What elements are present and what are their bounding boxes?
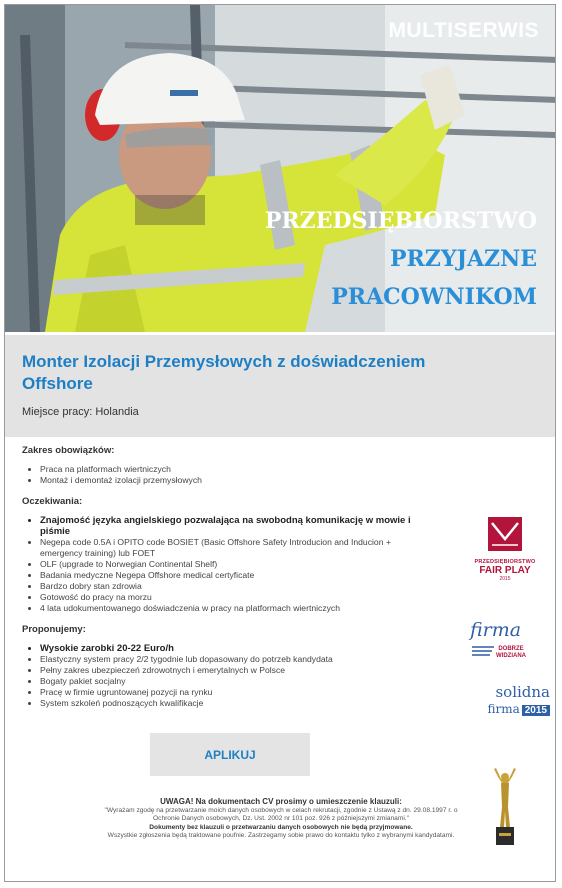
slogan-line-1: PRZEDSIĘBIORSTWO [264, 208, 537, 234]
footer-confidential: Wszystkie zgłoszenia będą traktowane poufnie. Zastrzegamy sobie prawo do kontaktu tylko z wybranymi kandydatami. [107, 832, 455, 839]
list-item: • Gotowość do pracy na morzu [40, 592, 422, 603]
list-item: • Montaż i demontaż izolacji przemysłowych [40, 475, 422, 486]
footer-clause-1: "Wyrażam zgodę na przetwarzanie moich danych osobowych w celach rekrutacji, zgodnie z Ustawą z dn. 29.08.1997 r. o [104, 806, 458, 814]
duties-list [22, 464, 422, 486]
list-item: • Badania medyczne Negepa Offshore medical certyficate [40, 570, 422, 581]
offer-heading: Proponujemy: [22, 624, 86, 635]
requirements-list [22, 515, 422, 614]
firma-wing-icon [472, 645, 494, 659]
worker-photo [5, 5, 556, 332]
firma-sub [496, 646, 526, 660]
slogan-line-3: PRACOWNIKOM [331, 284, 537, 310]
hero-banner [5, 5, 556, 332]
list-item: • Negepa code 0.5A i OPITO code BOSIET (Basic Offshore Safety Introducion and Inducion + emergency training) lub FOET [40, 537, 422, 559]
footer-warning: UWAGA! Na dokumentach CV prosimy o umieszczenie klauzuli: [160, 797, 402, 806]
list-item: • Elastyczny system pracy 2/2 tygodnie lub dopasowany do potrzeb kandydata [40, 654, 422, 665]
footer-notice [13, 798, 549, 841]
solidna-firma-word: firma [487, 702, 520, 716]
job-title: Monter Izolacji Przemysłowych z doświadczeniem Offshore [22, 352, 426, 393]
footer-clause-2: Ochronie Danych osobowych, Dz. Ust. 2002 nr 101 poz. 926 z późniejszymi zmianami." [153, 815, 409, 822]
offer-list [22, 643, 422, 709]
list-item: • System szkoleń podnoszących kwalifikacje [40, 698, 422, 709]
list-item: • 4 lata udokumentowanego doświadczenia w pracy na platformach wiertniczych [40, 603, 422, 614]
footer-no-clause: Dokumenty bez klauzuli o przetwarzaniu danych osobowych nie będą przyjmowane. [149, 823, 413, 831]
fairplay-main: FAIR PLAY [479, 565, 531, 576]
apply-button[interactable]: APLIKUJ [150, 733, 310, 776]
fairplay-year: 2015 [499, 576, 511, 582]
solidna-year: 2015 [522, 705, 550, 716]
duties-heading: Zakres obowiązków: [22, 445, 115, 456]
firma-sub-line-2: WIDZIANA [496, 653, 526, 659]
firma-dobrze-widziana-badge [466, 617, 546, 667]
job-details [22, 445, 422, 719]
firma-sub-line-1: DOBRZE [498, 646, 524, 652]
job-title-band [5, 335, 556, 437]
list-item: • Bardzo dobry stan zdrowia [40, 581, 422, 592]
trophy-icon [490, 767, 520, 847]
list-item: • Praca na platformach wiertniczych [40, 464, 422, 475]
solidna-word: solidna [495, 683, 550, 701]
list-item: • Znajomość języka angielskiego pozwalająca na swobodną komunikację w mowie i piśmie [40, 515, 422, 537]
list-item: • Pracę w firmie ugruntowanej pozycji na rynku [40, 687, 422, 698]
solidna-firma-badge [460, 685, 550, 718]
fairplay-badge [468, 517, 542, 582]
brand-logo: MULTISERWIS [388, 19, 539, 42]
list-item: • Pełny zakres ubezpieczeń zdrowotnych i emerytalnych w Polsce [40, 665, 422, 676]
list-item: • Wysokie zarobki 20-22 Euro/h [40, 643, 422, 654]
slogan-line-2: PRZYJAZNE [389, 246, 537, 272]
list-item: • OLF (upgrade to Norwegian Continental Shelf) [40, 559, 422, 570]
list-item: • Bogaty pakiet socjalny [40, 676, 422, 687]
requirements-heading: Oczekiwania: [22, 496, 83, 507]
job-location: Miejsce pracy: Holandia [22, 406, 139, 418]
fairplay-logo-icon [488, 517, 522, 551]
job-offer-email [4, 4, 556, 882]
firma-word: firma [470, 619, 522, 641]
fairplay-top: PRZEDSIĘBIORSTWO [474, 559, 536, 565]
